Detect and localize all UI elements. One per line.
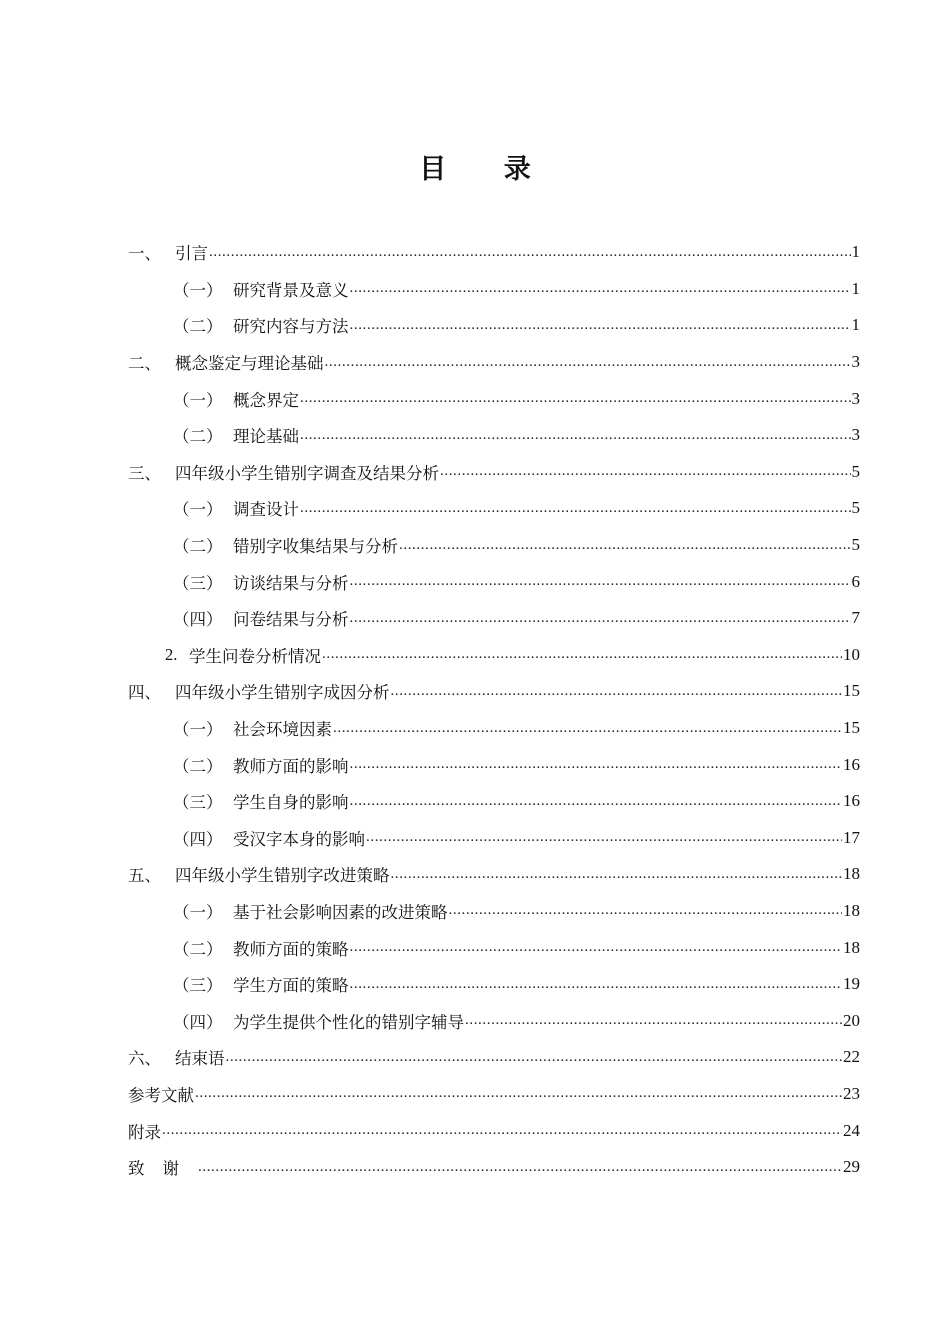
toc-entry-number: （二） [173, 756, 223, 776]
toc-entry[interactable] [128, 600, 860, 637]
toc-entry-label: 教师方面的影响 [233, 756, 349, 776]
dot-leader [300, 390, 851, 407]
toc-entry-label: 教师方面的策略 [233, 939, 349, 959]
toc-entry-page-number: 24 [843, 1120, 860, 1140]
toc-entry-page-number: 22 [843, 1047, 860, 1067]
toc-entry[interactable] [128, 1076, 860, 1113]
toc-entry[interactable] [128, 673, 860, 710]
dot-leader [391, 866, 843, 883]
toc-entry-number: 五、 [128, 866, 161, 886]
dot-leader [300, 500, 851, 517]
toc-entry[interactable] [128, 490, 860, 527]
toc-entry-number: （一） [173, 390, 223, 410]
toc-entry-number: （四） [173, 1012, 223, 1032]
toc-entry-page-number: 23 [843, 1083, 860, 1103]
toc-entry-page-number: 10 [843, 644, 860, 664]
toc-entry[interactable] [128, 856, 860, 893]
toc-entry[interactable] [128, 454, 860, 491]
toc-entry-number: （一） [173, 280, 223, 300]
toc-entry-label: 引言 [175, 244, 208, 264]
toc-entry[interactable] [128, 820, 860, 857]
toc-entry-number: （一） [173, 902, 223, 922]
toc-entry-page-number: 15 [843, 718, 860, 738]
dot-leader [350, 610, 851, 627]
toc-entry-page-number: 1 [851, 242, 860, 262]
toc-entry-page-number: 18 [843, 900, 860, 920]
toc-entry-label: 四年级小学生错别字成因分析 [175, 683, 390, 703]
page-title: 目 录 [419, 154, 555, 185]
toc-entry-label: 四年级小学生错别字改进策略 [175, 866, 390, 886]
toc-entry-label: 受汉字本身的影响 [233, 829, 365, 849]
toc-entry-number: （四） [173, 610, 223, 630]
dot-leader [162, 1122, 842, 1139]
toc-entry[interactable] [128, 563, 860, 600]
toc-entry-page-number: 20 [843, 1010, 860, 1030]
toc-entry-page-number: 1 [851, 315, 860, 335]
dot-leader [391, 683, 843, 700]
toc-entry[interactable] [128, 637, 860, 674]
toc-entry-page-number: 15 [843, 681, 860, 701]
toc-entry[interactable] [128, 783, 860, 820]
dot-leader [350, 317, 851, 334]
toc-entry-page-number: 5 [851, 535, 860, 555]
toc-entry[interactable] [128, 1149, 860, 1186]
dot-leader [399, 537, 851, 554]
toc-entry-label: 四年级小学生错别字调查及结果分析 [175, 463, 439, 483]
toc-entry-label: 概念界定 [233, 390, 299, 410]
toc-entry-number: 六、 [128, 1049, 161, 1069]
dot-leader [350, 976, 843, 993]
toc-entry-page-number: 16 [843, 791, 860, 811]
toc-entry-label: 访谈结果与分析 [233, 573, 349, 593]
toc-entry-page-number: 3 [851, 388, 860, 408]
toc-entry[interactable] [128, 1002, 860, 1039]
toc-entry-number: 四、 [128, 683, 161, 703]
toc-entry-number: （三） [173, 573, 223, 593]
dot-leader [198, 1159, 842, 1176]
toc-entry-page-number: 16 [843, 754, 860, 774]
toc-entry-page-number: 7 [851, 608, 860, 628]
toc-entry[interactable] [128, 527, 860, 564]
dot-leader [350, 573, 851, 590]
toc-entry[interactable] [128, 746, 860, 783]
toc-entry[interactable] [128, 271, 860, 308]
toc-entry-number: 2. [165, 644, 178, 664]
dot-leader [366, 829, 842, 846]
toc-entry-page-number: 5 [851, 498, 860, 518]
toc-entry-number: （二） [173, 427, 223, 447]
toc-entry-number: 三、 [128, 463, 161, 483]
dot-leader [350, 939, 843, 956]
toc-entry-page-number: 3 [851, 352, 860, 372]
toc-entry-page-number: 19 [843, 974, 860, 994]
toc-entry-label: 调查设计 [233, 500, 299, 520]
toc-entry[interactable] [128, 344, 860, 381]
toc-entry-label: 致谢 [128, 1159, 197, 1179]
toc-entry-label: 学生方面的策略 [233, 976, 349, 996]
dot-leader [350, 756, 843, 773]
toc-entry-label: 研究背景及意义 [233, 280, 349, 300]
dot-leader [209, 244, 851, 261]
toc-entry-number: （一） [173, 500, 223, 520]
toc-entry-label: 社会环境因素 [233, 720, 332, 740]
toc-entry-number: 二、 [128, 354, 161, 374]
toc-entry-number: （二） [173, 537, 223, 557]
toc-entry-label: 概念鉴定与理论基础 [175, 354, 324, 374]
toc-entry[interactable] [128, 893, 860, 930]
dot-leader [226, 1049, 843, 1066]
toc-entry-label: 错别字收集结果与分析 [233, 537, 398, 557]
toc-entry-label: 基于社会影响因素的改进策略 [233, 902, 448, 922]
toc-entry-label: 问卷结果与分析 [233, 610, 349, 630]
toc-entry[interactable] [128, 380, 860, 417]
toc-entry-label: 附录 [128, 1122, 161, 1142]
toc-entry-number: （四） [173, 829, 223, 849]
toc-entry-number: （二） [173, 939, 223, 959]
dot-leader [449, 902, 843, 919]
toc-entry[interactable] [128, 929, 860, 966]
toc-entry[interactable] [128, 1039, 860, 1076]
dot-leader [300, 427, 851, 444]
toc-entry-number: （三） [173, 976, 223, 996]
toc-entry[interactable] [128, 234, 860, 271]
toc-entry-label: 研究内容与方法 [233, 317, 349, 337]
table-of-contents [128, 234, 860, 1185]
dot-leader [350, 280, 851, 297]
toc-entry-label: 为学生提供个性化的错别字辅导 [233, 1012, 464, 1032]
toc-entry-page-number: 17 [843, 827, 860, 847]
toc-entry-label: 理论基础 [233, 427, 299, 447]
toc-entry[interactable] [128, 710, 860, 747]
dot-leader [325, 354, 851, 371]
toc-entry-page-number: 29 [843, 1157, 860, 1177]
toc-entry-number: （二） [173, 317, 223, 337]
toc-entry-label: 学生自身的影响 [233, 793, 349, 813]
toc-entry-label: 学生问卷分析情况 [189, 646, 321, 666]
toc-entry[interactable] [128, 1112, 860, 1149]
toc-entry-label: 结束语 [175, 1049, 225, 1069]
toc-entry-page-number: 18 [843, 864, 860, 884]
toc-entry[interactable] [128, 417, 860, 454]
toc-entry-label: 参考文献 [128, 1085, 194, 1105]
toc-entry-number: 一、 [128, 244, 161, 264]
toc-entry-number: （三） [173, 793, 223, 813]
toc-entry-number: （一） [173, 720, 223, 740]
dot-leader [195, 1085, 842, 1102]
toc-entry-page-number: 3 [851, 425, 860, 445]
dot-leader [350, 793, 843, 810]
dot-leader [322, 646, 842, 663]
toc-entry-page-number: 5 [851, 461, 860, 481]
toc-entry-page-number: 6 [851, 571, 860, 591]
toc-entry-page-number: 1 [851, 278, 860, 298]
dot-leader [440, 463, 851, 480]
dot-leader [333, 720, 842, 737]
toc-entry[interactable] [128, 966, 860, 1003]
toc-entry[interactable] [128, 307, 860, 344]
dot-leader [465, 1012, 842, 1029]
toc-entry-page-number: 18 [843, 937, 860, 957]
